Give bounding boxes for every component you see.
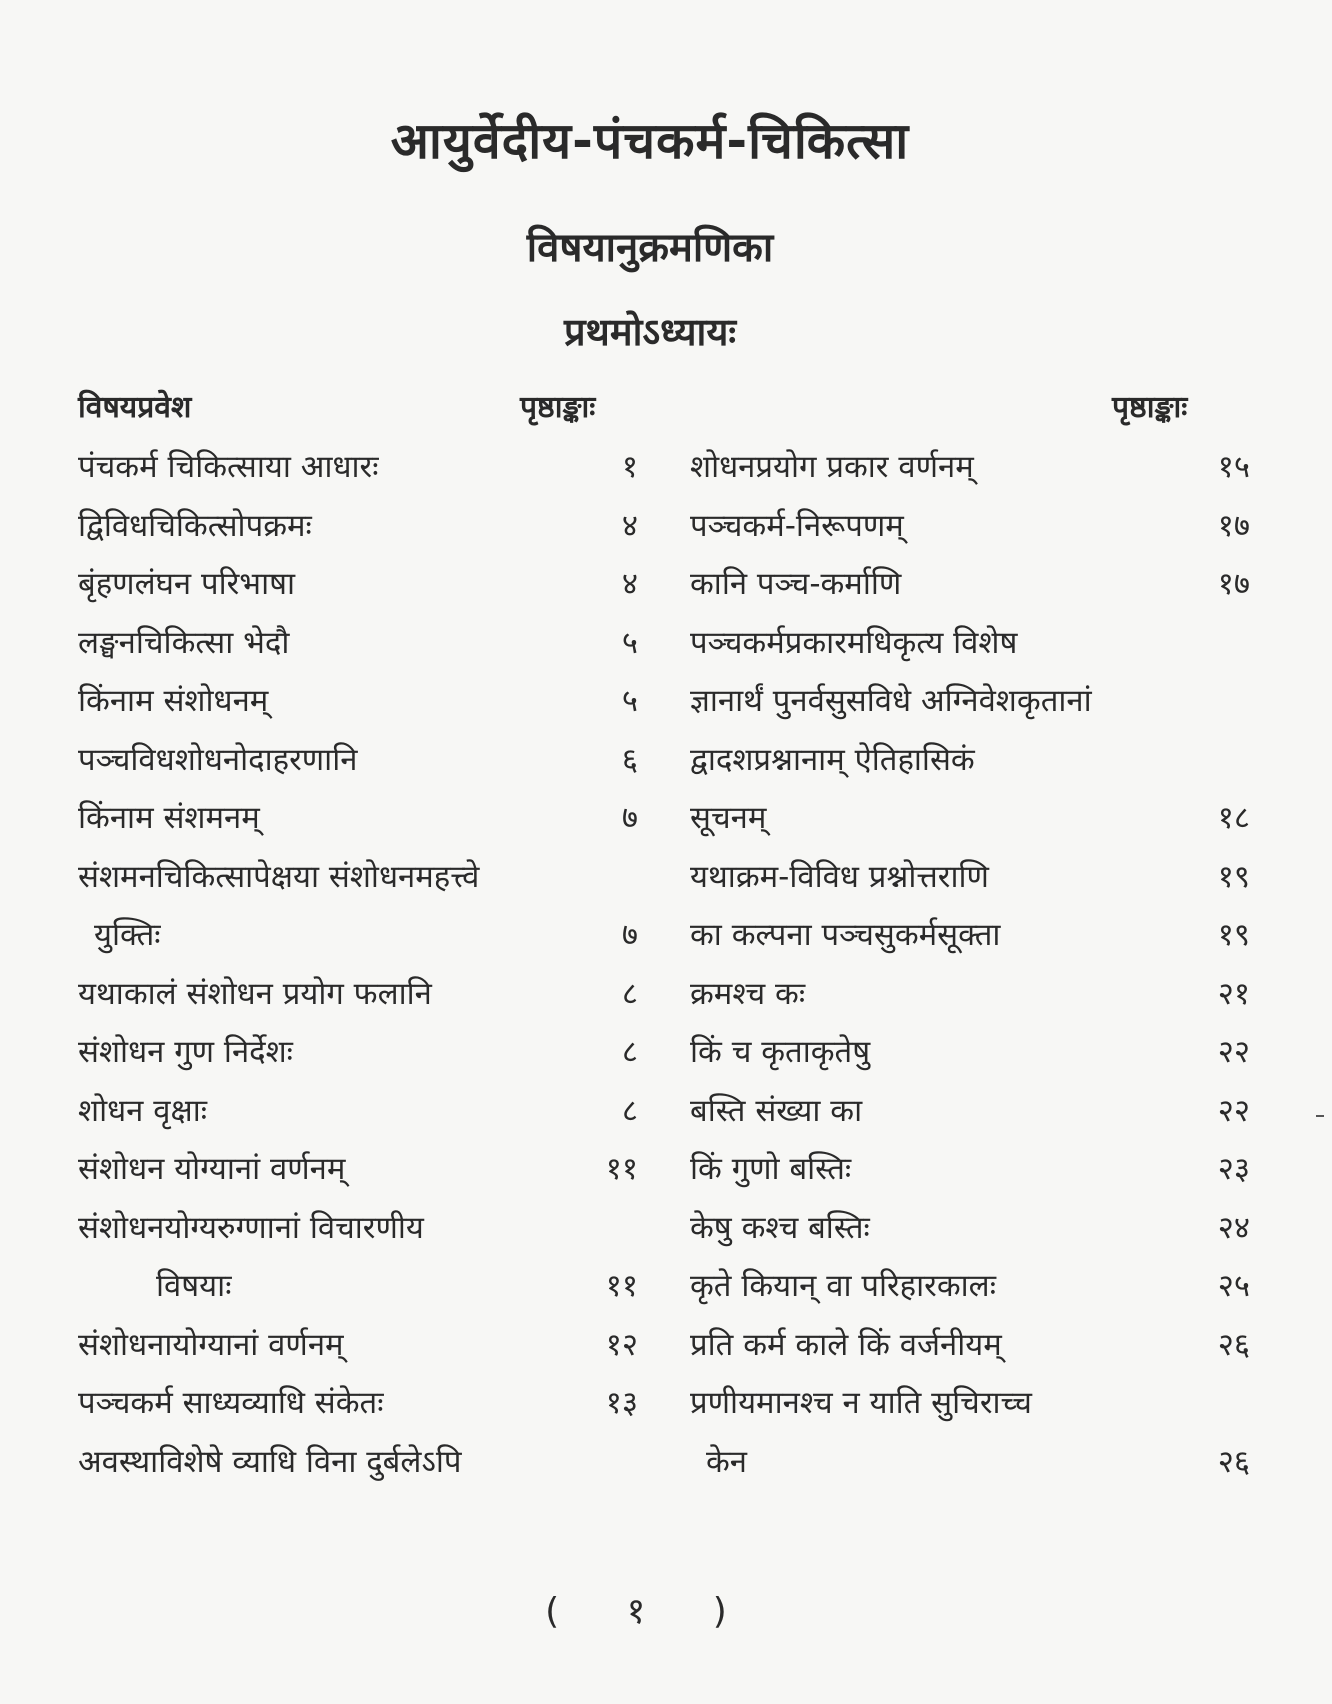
- toc-entry-text: का कल्पना पञ्चसुकर्मसूक्ता: [690, 917, 1001, 953]
- toc-entry-text: द्वादशप्रश्नानाम् ऐतिहासिकं: [690, 741, 975, 778]
- toc-entry: [690, 789, 1250, 848]
- toc-entry-text: संशोधन गुण निर्देशः: [78, 1034, 293, 1070]
- toc-entry-text: संशोधनायोग्यानां वर्णनम्: [78, 1326, 344, 1363]
- toc-entry: [690, 672, 1250, 731]
- toc-entry-text: बृंहणलंघन परिभाषा: [78, 566, 296, 602]
- toc-entry: [690, 1316, 1250, 1375]
- toc-entry: [78, 1316, 638, 1375]
- toc-entry-text: पञ्चकर्म साध्यव्याधि संकेतः: [78, 1385, 384, 1421]
- toc-entry-text: किं च कृताकृतेषु: [690, 1034, 871, 1070]
- toc-entry-page: १९: [1217, 858, 1250, 895]
- toc-entry: [690, 1082, 1250, 1141]
- toc-entry: [690, 438, 1250, 497]
- toc-entry-text: ज्ञानार्थं पुनर्वसुसविधे अग्निवेशकृतानां: [690, 683, 1092, 719]
- toc-entry: [78, 1433, 638, 1492]
- toc-entry-text: संशमनचिकित्सापेक्षया संशोधनमहत्त्वे: [78, 858, 480, 895]
- toc-entry-text: किंनाम संशोधनम्: [78, 683, 269, 719]
- toc-heading: विषयानुक्रमणिका: [526, 225, 774, 271]
- toc-entry: [690, 1140, 1250, 1199]
- toc-entry-page: २४: [1217, 1209, 1250, 1246]
- scan-speck: [1316, 1115, 1324, 1117]
- toc-entry: [690, 555, 1250, 614]
- toc-entry-page: २६: [1217, 1443, 1250, 1480]
- column-header-page-right: पृष्ठाङ्काः: [1112, 390, 1188, 425]
- toc-entry: [78, 438, 638, 497]
- toc-entry: [690, 1433, 1250, 1492]
- toc-entry-text: किंनाम संशमनम्: [78, 800, 260, 836]
- toc-entry: [78, 848, 638, 907]
- toc-entry-page: १३: [605, 1385, 638, 1421]
- toc-entry: [78, 906, 638, 965]
- toc-entry-text: लङ्घनचिकित्सा भेदौ: [78, 624, 290, 661]
- toc-entry: [690, 906, 1250, 965]
- toc-entry-page: ४: [621, 566, 638, 602]
- toc-entry: [78, 731, 638, 790]
- toc-entry-page: १८: [1217, 800, 1250, 836]
- toc-entry-page: २३: [1217, 1151, 1250, 1187]
- toc-entry-page: ७: [621, 917, 638, 953]
- toc-entry: [78, 1140, 638, 1199]
- toc-entry-text: किं गुणो बस्तिः: [690, 1151, 852, 1187]
- page-number: ( १ ): [545, 1591, 755, 1632]
- toc-entry: [78, 1374, 638, 1433]
- toc-entry: [78, 672, 638, 731]
- toc-entry-text: केषु कश्च बस्तिः: [690, 1209, 870, 1246]
- toc-entry-text: सूचनम्: [690, 800, 767, 836]
- toc-entry-page: १५: [1217, 449, 1250, 485]
- toc-entry-page: २६: [1217, 1326, 1250, 1363]
- toc-entry-page: १९: [1217, 917, 1250, 953]
- toc-entry-page: १७: [1217, 507, 1250, 544]
- toc-entry: [690, 1023, 1250, 1082]
- column-header-page-left: पृष्ठाङ्काः: [520, 390, 596, 425]
- toc-entry: [690, 497, 1250, 556]
- column-header-subject: विषयप्रवेश: [78, 390, 192, 425]
- toc-entry: [690, 848, 1250, 907]
- toc-entry-page: ११: [605, 1268, 638, 1304]
- toc-entry-text: संशोधन योग्यानां वर्णनम्: [78, 1151, 346, 1187]
- toc-entry: [78, 965, 638, 1024]
- toc-entry-text: प्रति कर्म काले किं वर्जनीयम्: [690, 1326, 1002, 1363]
- toc-entry-page: १२: [605, 1326, 638, 1363]
- toc-entry: [78, 1023, 638, 1082]
- toc-entry-page: ११: [605, 1151, 638, 1187]
- toc-left-column: [78, 438, 638, 1491]
- toc-entry-text: पञ्चविधशोधनोदाहरणानि: [78, 741, 358, 778]
- toc-entry-text: शोधन वृक्षाः: [78, 1092, 207, 1129]
- toc-entry-page: ५: [621, 683, 638, 719]
- toc-entry: [690, 1374, 1250, 1433]
- toc-entry-text: केन: [706, 1443, 748, 1480]
- toc-entry-page: ८: [621, 1092, 638, 1129]
- toc-entry-text: अवस्थाविशेषे व्याधि विना दुर्बलेऽपि: [78, 1443, 462, 1480]
- toc-entry-text: प्रणीयमानश्च न याति सुचिराच्च: [690, 1385, 1032, 1421]
- chapter-heading: प्रथमोऽध्यायः: [563, 310, 737, 354]
- toc-entry-text: कानि पञ्च-कर्माणि: [690, 566, 902, 602]
- toc-entry: [690, 965, 1250, 1024]
- toc-entry: [690, 1257, 1250, 1316]
- toc-entry-text: क्रमश्च कः: [690, 975, 806, 1012]
- toc-entry-page: ६: [621, 741, 638, 778]
- toc-entry-page: ८: [621, 1034, 638, 1070]
- toc-entry-page: ८: [621, 975, 638, 1012]
- toc-entry-text: संशोधनयोग्यरुग्णानां विचारणीय: [78, 1209, 424, 1246]
- toc-entry: [78, 789, 638, 848]
- toc-entry-text: पञ्चकर्म-निरूपणम्: [690, 507, 904, 544]
- toc-entry: [690, 1199, 1250, 1258]
- book-title: आयुर्वेदीय-पंचकर्म-चिकित्सा: [390, 112, 910, 170]
- toc-entry: [78, 497, 638, 556]
- toc-entry-text: पञ्चकर्मप्रकारमधिकृत्य विशेष: [690, 624, 1018, 661]
- toc-entry-page: २५: [1217, 1268, 1250, 1304]
- toc-entry-page: ५: [621, 624, 638, 661]
- toc-entry-text: द्विविधचिकित्सोपक्रमः: [78, 507, 312, 544]
- toc-entry-page: ४: [621, 507, 638, 544]
- toc-entry-page: १: [621, 449, 638, 485]
- toc-entry-text: यथाक्रम-विविध प्रश्नोत्तराणि: [690, 858, 989, 895]
- toc-entry-text: युक्तिः: [94, 917, 161, 953]
- toc-entry-text: यथाकालं संशोधन प्रयोग फलानि: [78, 975, 432, 1012]
- toc-entry-page: ७: [621, 800, 638, 836]
- toc-entry-page: १७: [1217, 566, 1250, 602]
- toc-entry-text: कृते कियान् वा परिहारकालः: [690, 1268, 996, 1304]
- toc-entry-page: २२: [1217, 1092, 1250, 1129]
- toc-entry: [78, 614, 638, 673]
- toc-entry-text: पंचकर्म चिकित्साया आधारः: [78, 449, 379, 485]
- toc-entry-page: २१: [1217, 975, 1250, 1012]
- toc-entry-page: २२: [1217, 1034, 1250, 1070]
- toc-entry-text: बस्ति संख्या का: [690, 1092, 863, 1129]
- toc-entry: [78, 555, 638, 614]
- toc-entry: [690, 731, 1250, 790]
- toc-entry: [690, 614, 1250, 673]
- toc-entry-text: विषयाः: [156, 1268, 232, 1304]
- toc-entry-text: शोधनप्रयोग प्रकार वर्णनम्: [690, 449, 974, 485]
- toc-entry: [78, 1082, 638, 1141]
- toc-right-column: [690, 438, 1250, 1491]
- toc-entry: [78, 1257, 638, 1316]
- toc-entry: [78, 1199, 638, 1258]
